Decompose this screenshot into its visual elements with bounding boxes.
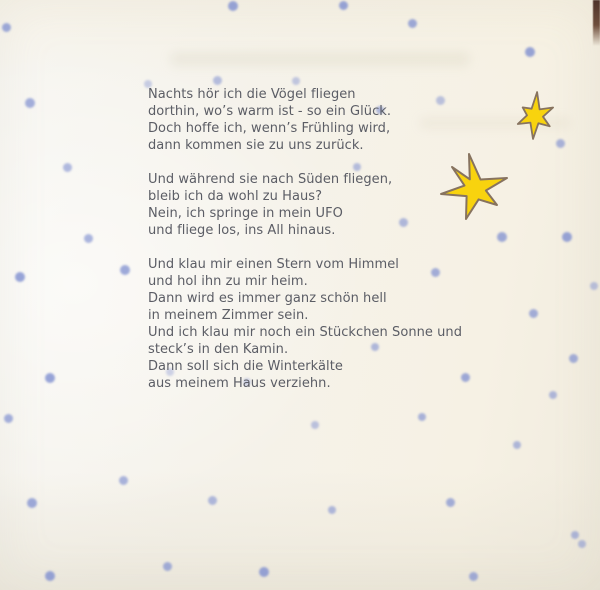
- poem-line: steck’s in den Kamin.: [148, 342, 289, 357]
- poem-line: bleib ich da wohl zu Haus?: [148, 189, 323, 204]
- poem-line: dorthin, wo’s warm ist - so ein Glück.: [148, 104, 392, 119]
- snow-dot: [228, 1, 238, 11]
- snow-dot: [513, 441, 521, 449]
- snow-dot: [119, 476, 128, 485]
- poem-line: Und während sie nach Süden fliegen,: [148, 172, 393, 187]
- snow-dot: [569, 354, 578, 363]
- poem: [148, 86, 462, 392]
- snow-dot: [213, 76, 222, 85]
- snow-dot: [562, 232, 572, 242]
- poem-line: Dann wird es immer ganz schön hell: [148, 291, 387, 306]
- snow-dot: [578, 540, 586, 548]
- small-star-icon: [518, 92, 553, 139]
- snow-dot: [328, 506, 336, 514]
- snow-dot: [120, 265, 130, 275]
- poem-line: Und klau mir einen Stern vom Himmel: [148, 257, 399, 272]
- snow-dot: [469, 572, 478, 581]
- snow-dot: [446, 498, 455, 507]
- snow-dot: [15, 272, 25, 282]
- snow-dot: [208, 496, 217, 505]
- poem-stanza: [148, 171, 462, 239]
- snow-dot: [418, 413, 426, 421]
- snow-dot: [549, 391, 557, 399]
- poem-line: Nein, ich springe in mein UFO: [148, 206, 343, 221]
- snow-dot: [408, 19, 417, 28]
- snow-dot: [163, 562, 172, 571]
- poem-line: Doch hoffe ich, wenn’s Frühling wird,: [148, 121, 391, 136]
- poem-line: Und ich klau mir noch ein Stückchen Sonne und: [148, 325, 463, 340]
- poem-line: dann kommen sie zu uns zurück.: [148, 138, 364, 153]
- snow-dot: [84, 234, 93, 243]
- poem-stanza: [148, 86, 462, 154]
- poem-line: und hol ihn zu mir heim.: [148, 274, 308, 289]
- snow-dot: [525, 47, 535, 57]
- snow-dot: [259, 567, 269, 577]
- poem-line: in meinem Zimmer sein.: [148, 308, 309, 323]
- snow-dot: [27, 498, 37, 508]
- poem-line: Dann soll sich die Winterkälte: [148, 359, 343, 374]
- poem-stanza: [148, 256, 462, 392]
- snow-dot: [556, 139, 565, 148]
- page-bleedthrough-smudge: [170, 52, 470, 66]
- snow-dot: [292, 77, 300, 85]
- snow-dot: [529, 309, 538, 318]
- snow-dot: [590, 282, 598, 290]
- snow-dot: [339, 1, 348, 10]
- snow-dot: [45, 373, 55, 383]
- snow-dot: [497, 232, 507, 242]
- poem-line: und fliege los, ins All hinaus.: [148, 223, 336, 238]
- snow-dot: [63, 163, 72, 172]
- snow-dot: [4, 414, 13, 423]
- poem-line: Nachts hör ich die Vögel fliegen: [148, 87, 356, 102]
- poem-line: aus meinem Haus verziehn.: [148, 376, 331, 391]
- snow-dot: [571, 531, 579, 539]
- snow-dot: [25, 98, 35, 108]
- snow-dot: [45, 571, 55, 581]
- snow-dot: [2, 23, 11, 32]
- photo-corner-edge: [593, 0, 600, 46]
- snow-dot: [311, 421, 319, 429]
